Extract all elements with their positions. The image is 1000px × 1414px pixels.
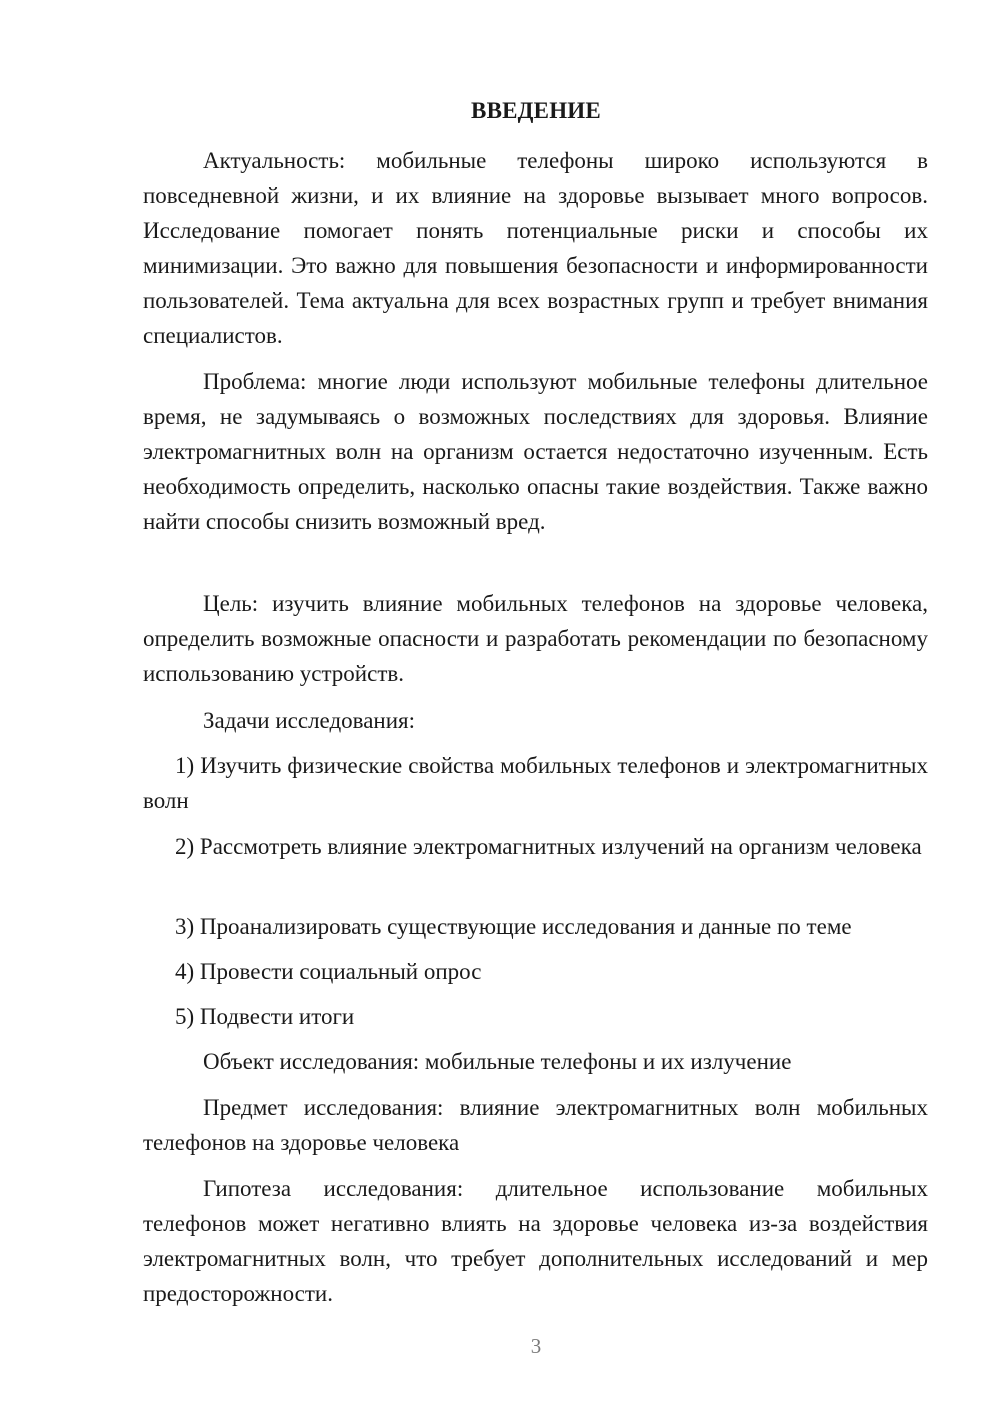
paragraph-problem: Проблема: многие люди используют мобильные телефоны длительное время, не задумываясь о возможных последствиях для здоровья. Влияние электромагнитных волн на организм остается недостаточно изученным. Есть необходимость определить, насколько опасны такие воздействия. Также важно найти способы снизить возможный вред.	[143, 369, 928, 534]
paragraph-subject: Предмет исследования: влияние электромагнитных волн мобильных телефонов на здоровье человека	[143, 1095, 928, 1155]
paragraph-hypothesis: Гипотеза исследования: длительное использование мобильных телефонов может негативно влиять на здоровье человека из-за воздействия электромагнитных волн, что требует дополнительных исследований и мер предосторожности.	[143, 1176, 928, 1306]
task-item-5: 5) Подвести итоги	[175, 1004, 355, 1029]
paragraph-relevance: Актуальность: мобильные телефоны широко используются в повседневной жизни, и их влияние на здоровье вызывает много вопросов. Исследование помогает понять потенциальные риски и способы их минимизации. Это важно для повышения безопасности и информированности пользователей. Тема актуальна для всех возрастных групп и требует внимания специалистов.	[143, 148, 928, 348]
task-item-3: 3) Проанализировать существующие исследования и данные по теме	[175, 914, 852, 939]
page-number: 3	[530, 1334, 542, 1358]
paragraph-object: Объект исследования: мобильные телефоны и их излучение	[203, 1049, 792, 1074]
task-item-1: 1) Изучить физические свойства мобильных телефонов и электромагнитных волн	[143, 753, 928, 813]
tasks-title: Задачи исследования:	[203, 708, 416, 733]
section-heading: ВВЕДЕНИЕ	[471, 98, 601, 123]
paragraph-goal: Цель: изучить влияние мобильных телефонов на здоровье человека, определить возможные опасности и разработать рекомендации по безопасному использованию устройств.	[143, 591, 928, 686]
task-item-2: 2) Рассмотреть влияние электромагнитных излучений на организм человека	[175, 834, 922, 859]
task-item-4: 4) Провести социальный опрос	[175, 959, 482, 984]
